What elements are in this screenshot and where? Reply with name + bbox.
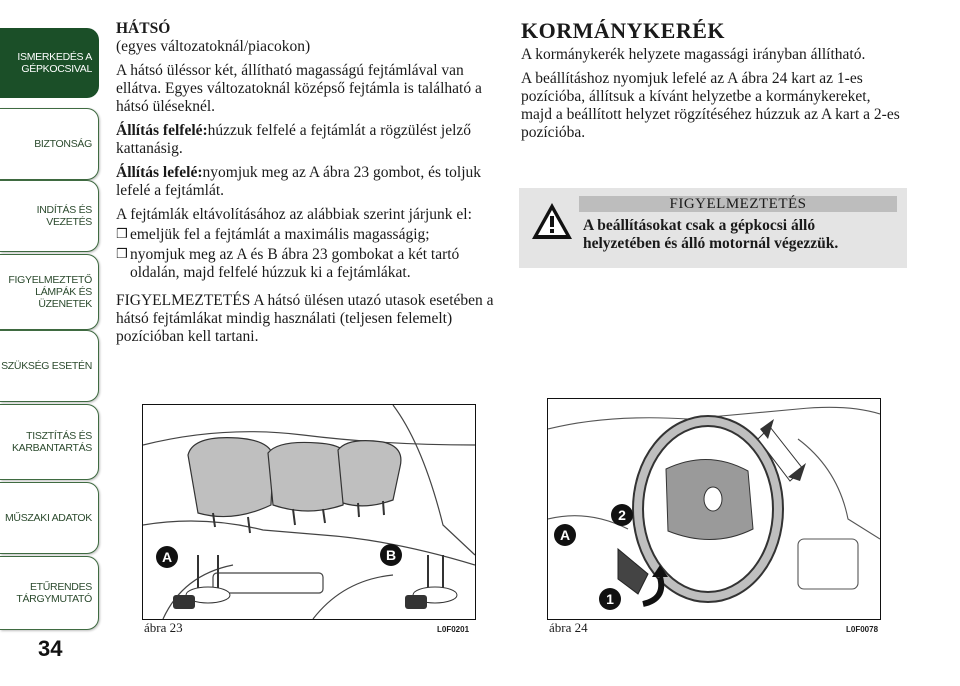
page-number: 34 (38, 636, 63, 661)
tab-figyelmezteto[interactable]: FIGYELMEZTETŐ LÁMPÁK ÉS ÜZENETEK (0, 254, 99, 330)
subheading: (egyes változatoknál/piacokon) (116, 38, 311, 55)
tab-muszaki[interactable]: MŰSZAKI ADATOK (0, 482, 99, 554)
left-column (116, 20, 496, 352)
figure-23 (142, 404, 476, 620)
paragraph-intro: A hátsó üléssor két, állítható magasságú fejtámlával van ellátva. Egyes változatoknál középső fejtámla is található a hátsó üléseknél. (116, 62, 482, 115)
rear-headrests-illustration (143, 405, 475, 619)
figure-23-caption: ábra 23 (144, 620, 183, 635)
chapter-tabs (0, 0, 100, 686)
label-up: Állítás felfelé: (116, 122, 208, 139)
label-b: B (385, 547, 397, 563)
checkbox-bullet-icon: ❒ (116, 247, 128, 262)
figure-23-code: L0F0201 (437, 625, 470, 634)
text-down: nyomjuk meg az A ábra 23 gombot, és toljuk lefelé a fejtámlát. (116, 164, 482, 199)
list-item-text: emeljük fel a fejtámlát a maximális magasságig; (130, 226, 430, 243)
figure-24-caption: ábra 24 (549, 620, 588, 635)
warning-box (519, 188, 907, 268)
tab-biztonsag[interactable]: BIZTONSÁG (0, 108, 99, 180)
list-item (116, 226, 496, 244)
label-down: Állítás lefelé: (116, 164, 203, 181)
label-a: A (559, 527, 571, 543)
tab-szukseg[interactable]: SZÜKSÉG ESETÉN (0, 330, 99, 402)
label-2: 2 (618, 507, 626, 523)
section-heading-hatso: HÁTSÓ (116, 20, 171, 37)
label-1: 1 (606, 591, 614, 607)
figure-24 (547, 398, 881, 620)
warning-paragraph: FIGYELMEZTETÉS A hátsó ülésen utazó utasok esetében a hátsó fejtámlákat mindig használati (teljesen felemelt) pozícióban kell tartani. (116, 292, 494, 345)
warning-title: FIGYELMEZTETÉS (579, 196, 897, 212)
figure-24-code: L0F0078 (846, 625, 879, 634)
paragraph-up (116, 122, 496, 158)
steering-wheel-illustration (548, 399, 880, 619)
label-a: A (161, 549, 173, 565)
warning-text: A beállításokat csak a gépkocsi álló helyzetében és álló motornál végezzük. (583, 217, 839, 252)
tab-inditas[interactable]: INDÍTÁS ÉS VEZETÉS (0, 180, 99, 252)
tab-ismerkedes[interactable]: ISMERKEDÉS A GÉPKOCSIVAL (0, 28, 99, 98)
right-column (521, 18, 903, 148)
list-item-text: nyomjuk meg az A és B ábra 23 gombokat a két tartó oldalán, majd felfelé húzzuk ki a fejtámlákat. (130, 246, 460, 281)
section-heading-kormanykerek: KORMÁNYKERÉK (521, 18, 725, 43)
tab-targymutato[interactable]: ETŰRENDES TÁRGYMUTATÓ (0, 556, 99, 630)
list-item (116, 246, 496, 282)
warning-triangle-icon (530, 201, 574, 241)
checkbox-bullet-icon: ❒ (116, 227, 128, 242)
paragraph-down (116, 164, 496, 200)
paragraph-steering-1: A kormánykerék helyzete magassági irányban állítható. (521, 46, 866, 63)
tab-tisztitas[interactable]: TISZTÍTÁS ÉS KARBANTARTÁS (0, 404, 99, 480)
paragraph-steering-2: A beállításhoz nyomjuk lefelé az A ábra 24 kart az 1-es pozícióba, állítsuk a kívánt helyzetbe a kormánykereket, majd a beállított helyzet rögzítéséhez húzzuk az A kart a 2-es pozícióba. (521, 70, 900, 141)
text-up: húzzuk felfelé a fejtámlát a rögzülést jelző kattanásig. (116, 122, 472, 157)
paragraph-remove: A fejtámlák eltávolításához az alábbiak szerint járjunk el: (116, 206, 472, 223)
